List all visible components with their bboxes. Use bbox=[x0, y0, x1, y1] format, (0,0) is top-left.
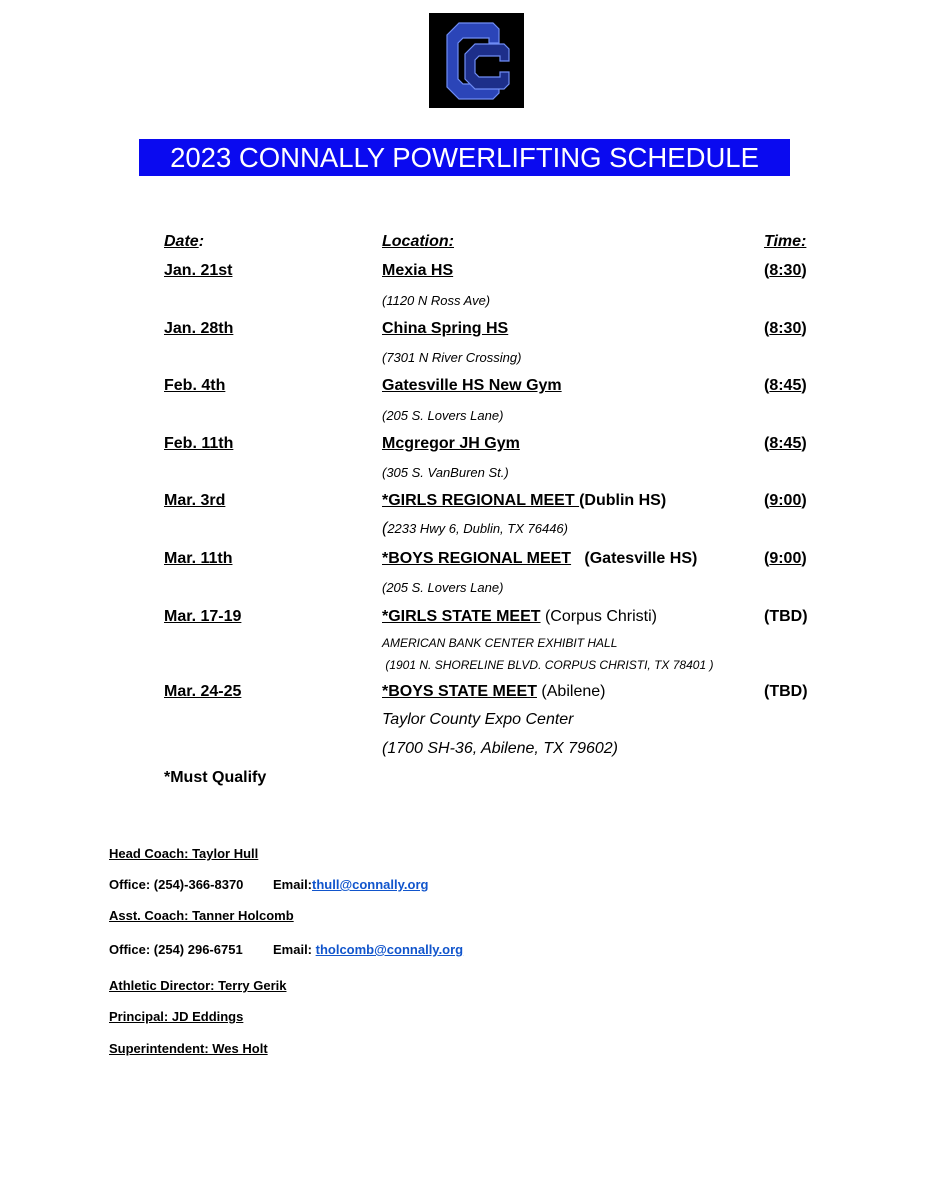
asst-coach-email bbox=[273, 942, 463, 957]
qualify-note: *Must Qualify bbox=[164, 769, 267, 786]
asst-coach-email-link[interactable]: tholcomb@connally.org bbox=[315, 942, 464, 957]
schedule-address: Taylor County Expo Center bbox=[382, 711, 574, 728]
time-close: ) bbox=[801, 550, 807, 567]
head-coach-office: Office: (254)-366-8370 bbox=[109, 877, 244, 892]
time-close: ) bbox=[801, 435, 807, 452]
schedule-address-line2: (1700 SH-36, Abilene, TX 79602) bbox=[382, 740, 618, 757]
schedule-time bbox=[764, 550, 807, 568]
schedule-date: Mar. 17-19 bbox=[164, 608, 242, 625]
head-coach: Head Coach: Taylor Hull bbox=[109, 846, 259, 861]
schedule-address: (1120 N Ross Ave) bbox=[382, 293, 491, 308]
schedule-address: (205 S. Lovers Lane) bbox=[382, 408, 504, 423]
schedule-time bbox=[764, 377, 807, 395]
header-date-label: Date bbox=[164, 233, 199, 250]
asst-coach-office: Office: (254) 296-6751 bbox=[109, 942, 243, 957]
schedule-date: Feb. 4th bbox=[164, 377, 226, 394]
time-open: ( bbox=[764, 435, 770, 452]
asst-coach: Asst. Coach: Tanner Holcomb bbox=[109, 908, 294, 923]
time-close: ) bbox=[801, 492, 807, 509]
schedule-location: Mcgregor JH Gym bbox=[382, 435, 520, 452]
schedule-location bbox=[382, 683, 605, 701]
schedule-date: Jan. 28th bbox=[164, 320, 234, 337]
schedule-date: Mar. 11th bbox=[164, 550, 233, 567]
head-coach-email bbox=[273, 877, 428, 892]
time-value: 9:00 bbox=[769, 550, 802, 567]
principal: Principal: JD Eddings bbox=[109, 1009, 244, 1024]
time-value: 8:45 bbox=[769, 435, 802, 452]
schedule-time bbox=[764, 435, 807, 453]
schedule-time bbox=[764, 320, 807, 338]
time-close: ) bbox=[801, 377, 807, 394]
event-venue: (Corpus Christi) bbox=[540, 608, 657, 625]
event-name: *BOYS STATE MEET bbox=[382, 683, 537, 700]
schedule-address: (205 S. Lovers Lane) bbox=[382, 580, 504, 595]
time-open: ( bbox=[764, 492, 770, 509]
cc-logo-icon bbox=[429, 13, 524, 108]
event-venue: (Abilene) bbox=[536, 683, 606, 700]
schedule-address: (7301 N River Crossing) bbox=[382, 350, 522, 365]
schedule-location bbox=[382, 492, 666, 510]
event-name: *GIRLS REGIONAL MEET bbox=[382, 492, 580, 509]
time-value: 9:00 bbox=[769, 492, 802, 509]
schedule-date: Mar. 24-25 bbox=[164, 683, 242, 700]
time-open: ( bbox=[764, 262, 770, 279]
schedule-address-line2: (1901 N. SHORELINE BLVD. CORPUS CHRISTI, TX 78401 ) bbox=[382, 658, 714, 672]
time-open: ( bbox=[764, 550, 770, 567]
schedule-date: Jan. 21st bbox=[164, 262, 233, 279]
time-value: 8:45 bbox=[769, 377, 802, 394]
address-text: 2233 Hwy 6, Dublin, TX 76446) bbox=[387, 521, 568, 536]
schedule-time bbox=[764, 262, 807, 280]
title-banner bbox=[139, 139, 790, 176]
schedule-location: China Spring HS bbox=[382, 320, 509, 337]
header-time: Time: bbox=[764, 233, 807, 250]
event-name: *BOYS REGIONAL MEET bbox=[382, 550, 572, 567]
schedule-location: Mexia HS bbox=[382, 262, 454, 279]
time-value: 8:30 bbox=[769, 262, 802, 279]
header-date bbox=[164, 233, 204, 251]
header-date-colon: : bbox=[198, 233, 205, 250]
schedule-date: Mar. 3rd bbox=[164, 492, 226, 509]
address-paren: ( bbox=[382, 520, 388, 537]
time-open: ( bbox=[764, 377, 770, 394]
schedule-address: (305 S. VanBuren St.) bbox=[382, 465, 509, 480]
event-name: *GIRLS STATE MEET bbox=[382, 608, 541, 625]
head-coach-email-link[interactable]: thull@connally.org bbox=[312, 877, 429, 892]
schedule-location bbox=[382, 608, 657, 626]
school-logo bbox=[429, 13, 524, 108]
schedule-time: (TBD) bbox=[764, 683, 808, 700]
schedule-location bbox=[382, 550, 697, 568]
event-venue: (Dublin HS) bbox=[579, 492, 667, 509]
schedule-address: AMERICAN BANK CENTER EXHIBIT HALL bbox=[382, 636, 618, 650]
page-title: 2023 CONNALLY POWERLIFTING SCHEDULE bbox=[170, 141, 759, 173]
header-location: Location: bbox=[382, 233, 454, 250]
time-close: ) bbox=[801, 262, 807, 279]
event-venue: (Gatesville HS) bbox=[571, 550, 698, 567]
athletic-director: Athletic Director: Terry Gerik bbox=[109, 978, 287, 993]
time-open: ( bbox=[764, 320, 770, 337]
superintendent: Superintendent: Wes Holt bbox=[109, 1041, 268, 1056]
schedule-date: Feb. 11th bbox=[164, 435, 234, 452]
email-label: Email: bbox=[273, 877, 313, 892]
time-value: 8:30 bbox=[769, 320, 802, 337]
email-label: Email: bbox=[273, 942, 316, 957]
schedule-location: Gatesville HS New Gym bbox=[382, 377, 562, 394]
schedule-time bbox=[764, 492, 807, 510]
time-close: ) bbox=[801, 320, 807, 337]
schedule-address bbox=[382, 520, 568, 538]
schedule-time: (TBD) bbox=[764, 608, 808, 625]
